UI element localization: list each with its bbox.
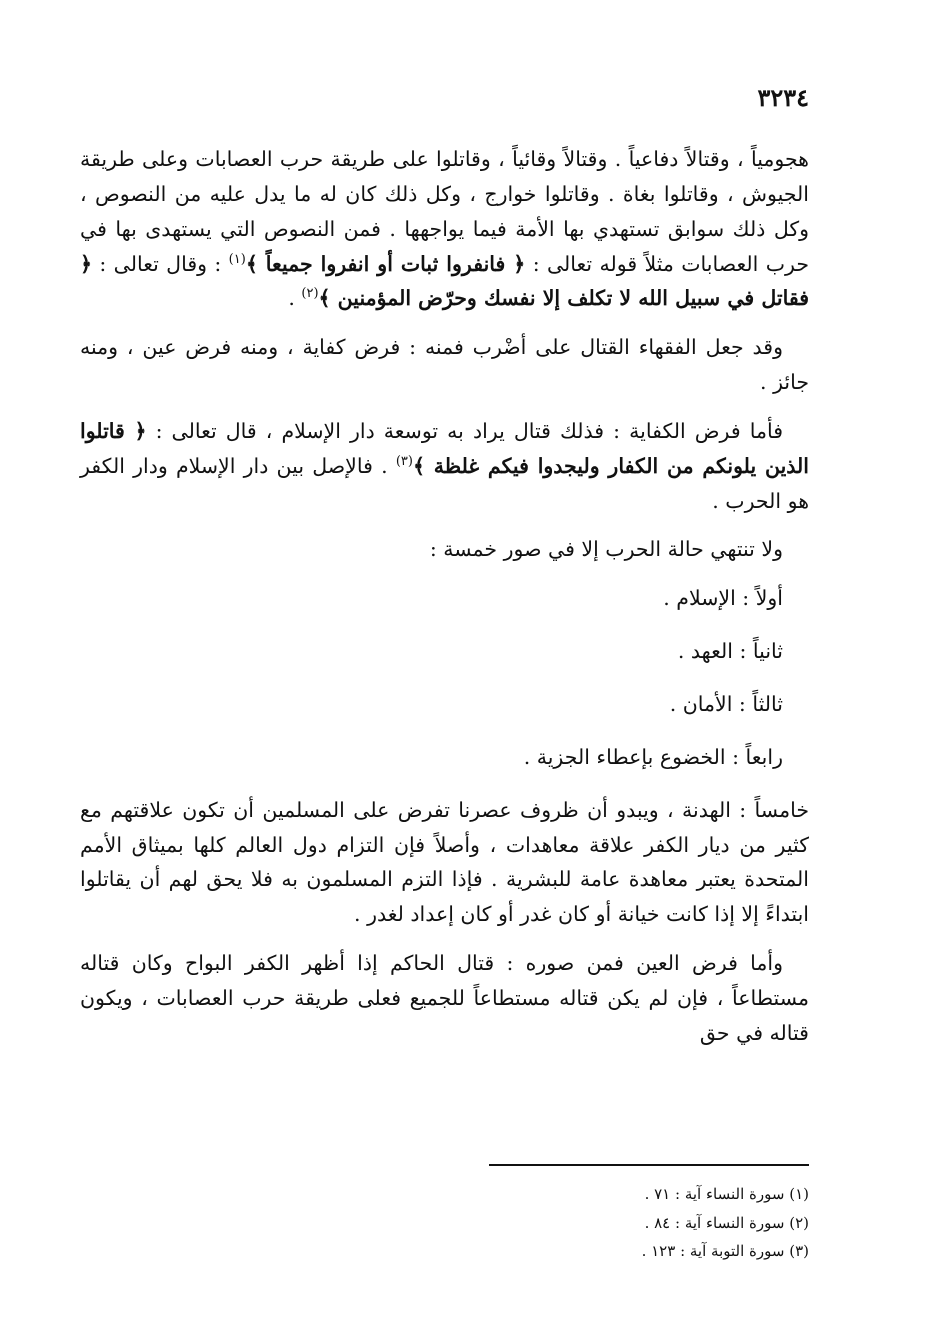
text-run: : وقال تعالى : xyxy=(92,251,229,276)
conditions-list xyxy=(80,581,809,774)
paragraph-fifth: خامساً : الهدنة ، ويبدو أن ظروف عصرنا تفرض على المسلمين أن تكون علاقتهم مع كثير من ديار الكفر علاقة معاهدات ، وأصلاً فإن التزام دول العالم كلها بميثاق الأمم المتحدة يعتبر معاهدة عامة للبشرية . فإذا التزم المسلمون به فلا يحق لهم أن يقاتلوا ابتداءً إلا إذا كانت خيانة أو كان غدر أو كان إعداد لغدر . xyxy=(80,797,809,927)
footnote: (١) سورة النساء آية : ٧١ . xyxy=(644,1185,809,1203)
quran-verse: ﴿ فقاتل في سبيل الله لا تكلف إلا نفسك وحرّض المؤمنين ﴾ xyxy=(80,251,809,311)
footnote-reference: (٣) xyxy=(395,453,413,469)
paragraph-group xyxy=(80,142,809,518)
text-run: . xyxy=(288,286,302,311)
text-run: فأما فرض الكفاية : فذلك قتال يراد به توسعة دار الإسلام ، قال تعالى : xyxy=(146,418,783,443)
footnote: (٣) سورة التوبة آية : ١٢٣ . xyxy=(641,1242,809,1260)
footnote: (٢) سورة النساء آية : ٨٤ . xyxy=(644,1213,809,1232)
paragraph-p1 xyxy=(80,142,809,316)
quran-verse: ﴿ فانفروا ثبات أو انفروا جميعاً ﴾ xyxy=(245,251,526,276)
text-run: وقد جعل الفقهاء القتال على أضْرب فمنه : فرض كفاية ، ومنه فرض عين ، ومنه جائز . xyxy=(80,335,809,395)
list-item: رابعاً : الخضوع بإعطاء الجزية . xyxy=(523,744,783,769)
footnote-reference: (٢) xyxy=(301,286,319,302)
paragraph-last: وأما فرض العين فمن صوره : قتال الحاكم إذا أظهر الكفر البواح وكان قتاله مستطاعاً ، فإن لم يكن قتاله مستطاعاً للجميع فعلى طريقة حرب العصابات ، ويكون قتاله في حق xyxy=(80,951,809,1045)
list-item: أولاً : الإسلام . xyxy=(663,586,783,611)
list-item: ثالثاً : الأمان . xyxy=(669,691,783,716)
page-number: ٣٢٣٤ xyxy=(757,83,809,112)
paragraph-p3 xyxy=(80,414,809,519)
list-item: ثانياً : العهد . xyxy=(677,639,783,664)
text-run: . فالإصل بين دار الإسلام ودار الكفر هو الحرب . xyxy=(80,453,809,513)
footnote-reference: (١) xyxy=(228,251,246,267)
text-run: هجومياً ، وقتالاً دفاعياً . وقتالاً وقائياً ، وقاتلوا على طريقة حرب العصابات وعلى طريقة الجيوش ، وقاتلوا بغاة . وقاتلوا خوارج ، وكل ذلك كان له ما يدل عليه من النصوص ، وكل ذلك سوابق تستهدي بها الأمة فيما يواجهها . فمن النصوص التي يستهدى بها في حرب العصابات مثلاً قوله تعالى : xyxy=(80,147,809,276)
quran-verse: ﴿ قاتلوا الذين يلونكم من الكفار وليجدوا فيكم غلظة ﴾ xyxy=(80,418,809,478)
main-text xyxy=(80,142,809,1065)
list-intro: ولا تنتهي حالة الحرب إلا في صور خمسة : xyxy=(429,537,783,562)
paragraph-p2 xyxy=(80,330,809,400)
footnote-divider xyxy=(489,1164,809,1166)
footnotes xyxy=(409,1180,809,1266)
